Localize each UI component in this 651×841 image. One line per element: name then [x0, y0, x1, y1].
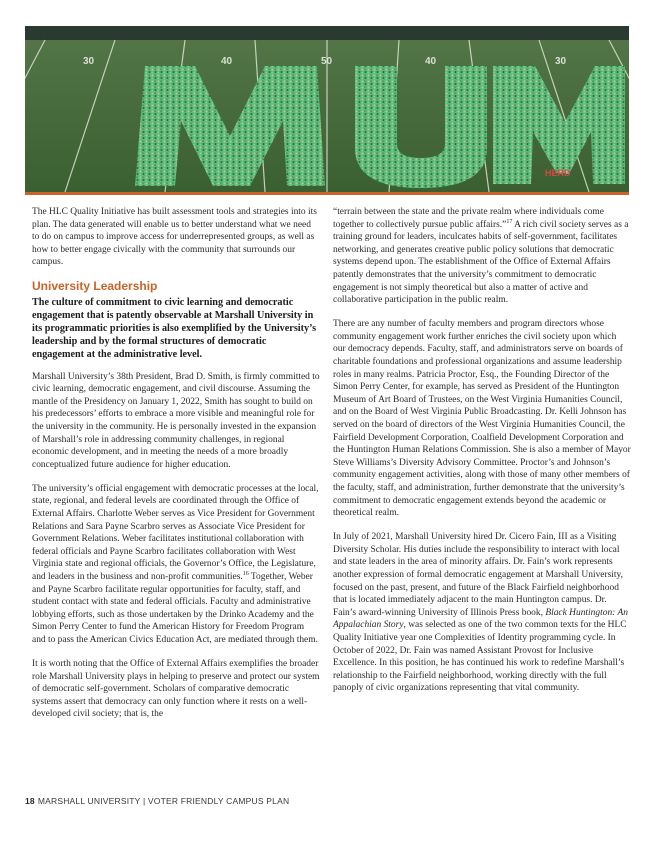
- footer-text: MARSHALL UNIVERSITY | VOTER FRIENDLY CAMPUS PLAN: [37, 796, 290, 806]
- body-paragraph: It is worth noting that the Office of External Affairs exemplifies the broader role Marshall University plays in helping to preserve and protect our system of democratic self-government. Scholars of comparative democratic systems assert that democracy can only function where it rests on a well-developed civil society; that is, the: [32, 659, 320, 720]
- body-paragraph: [32, 483, 320, 647]
- intro-paragraph: The HLC Quality Initiative has built assessment tools and strategies into its plan. The data generated will enable us to better understand what we need to do on campus to improve access for underrepresented groups, as well as how to better engage civically with the community that surrounds our campus.: [32, 207, 317, 268]
- body-paragraph: [333, 531, 631, 695]
- right-column: [333, 206, 631, 706]
- body-paragraph: There are any number of faculty members and program directors whose community engagement work further enriches the civil society upon which our democracy depends. Faculty, staff, and administrators serve on boards of charitable foundations and professional organizations and assume leadership roles in many realms. Patricia Proctor, Esq., the Founding Director of the Simon Perry Center, for example, has served as President of the Huntington Museum of Art Board of Trustees, on the West Virginia Humanities Council, and on the Board of West Virginia Public Broadcasting. Dr. Kelli Johnson has served on the board of directors of the West Virginia Humanities Council, the Fairfield Development Corporation, Coalfield Development Corporation and the Huntington Human Relations Commission. She is also a member of Mayor Steve Williams’s Diversity Advisory Committee. Proctor’s and Johnson’s community engagement activities, along with those of many other members of the faculty, staff, and administration, further demonstrate that the university’s commitment to democratic engagement extends beyond the academic or theoretical realm.: [333, 319, 631, 519]
- field-number: 40: [221, 56, 233, 67]
- footnote-ref: 16: [242, 570, 249, 577]
- hero-accent-bar: [25, 192, 629, 195]
- body-paragraph: Marshall University’s 38th President, Brad D. Smith, is firmly committed to civic learning, democratic engagement, and civil discourse. Assuming the mantle of the Presidency on January 1, 2022, Smith has sought to build on his predecessors’ efforts to embrace a more visible and meaningful role for the university in the community. He is personally invested in the expansion of Marshall’s role in addressing community challenges, in regional economic development, and in meeting the needs of a more broadly conceptualized future audience for higher education.: [32, 371, 320, 470]
- field-number: 30: [555, 56, 567, 67]
- left-column: [32, 206, 320, 733]
- page-footer: [25, 796, 289, 806]
- body-text: , was selected as one of the two common texts for the HLC Quality Initiative year one Complexities of Identity programming cycle. In October of 2022, Dr. Fain was named Assistant Provost for Inclusive Excellence. In this position, he has continued his work to redefine Marshall’s relationship to the Fairfield neighborhood, working directly with the full panoply of civic organizations representing that vital community.: [333, 620, 627, 694]
- stadium-crowd-image: [25, 26, 629, 192]
- page-number: 18: [25, 796, 35, 806]
- body-text: Together, Weber and Payne Scarbro facilitate regular opportunities for faculty, staff, and student contact with state and federal officials. Faculty and administrative lobbying efforts, such as those undertaken by the Drinko Academy and the Simon Perry Center to fund the American History for Freedom Program and to pass the American Civics Education Act, are mediated through them.: [32, 572, 318, 645]
- footnote-ref: 17: [506, 218, 513, 225]
- body-text: The university’s official engagement with democratic processes at the local, state, regional, and federal levels are coordinated through the Office of External Affairs. Charlotte Weber serves as Vice President for Government Relations and Sara Payne Scarbro serves as Associate Vice President for Government Relations. Weber facilitates institutional collaboration with federal officials and Payne Scarbro facilitates collaboration with West Virginia state and regional officials, the Governor’s Office, the Legislature, and leaders in the business and non-profit communities.: [32, 483, 319, 582]
- field-number: 30: [83, 56, 95, 67]
- field-banner-text: HERD: [545, 168, 571, 178]
- body-text: “terrain between the state and the private realm where individuals come together to collectively pursue public affairs.”: [333, 207, 604, 230]
- body-text: In July of 2021, Marshall University hired Dr. Cicero Fain, III as a Visiting Diversity Scholar. His duties include the responsibility to interact with local and state leaders in the area of minority affairs. Dr. Fain’s work represents another expression of formal democratic engagement at Marshall University, focused on the past, present, and future of the Black Fairfield neighborhood that is located immediately adjacent to the main Huntington campus. Dr. Fain’s award-winning University of Illinois Press book,: [333, 532, 624, 618]
- section-heading: University Leadership: [32, 279, 158, 294]
- body-paragraph: [333, 206, 631, 307]
- field-number: 40: [425, 56, 437, 67]
- body-text: A rich civil society serves as a training ground for leaders, inculcates habits of self-government, facilitates networking, and generates creative public policy solutions that democratic systems depend upon. The establishment of the Office of External Affairs patently demonstrates that the university’s commitment to democratic engagement is not simply theoretical but also a matter of active and collaborative participation in the public realm.: [333, 219, 629, 306]
- field-number: 50: [321, 56, 333, 67]
- book-title: Black Huntington: An Appalachian Story: [333, 607, 628, 631]
- hero-photo: [25, 26, 629, 192]
- lead-paragraph: The culture of commitment to civic learning and democratic engagement that is patently observable at Marshall University in its programmatic priorities is also exemplified by the University’s leadership and by the formal structures of democratic engagement at the administrative level.: [32, 297, 317, 360]
